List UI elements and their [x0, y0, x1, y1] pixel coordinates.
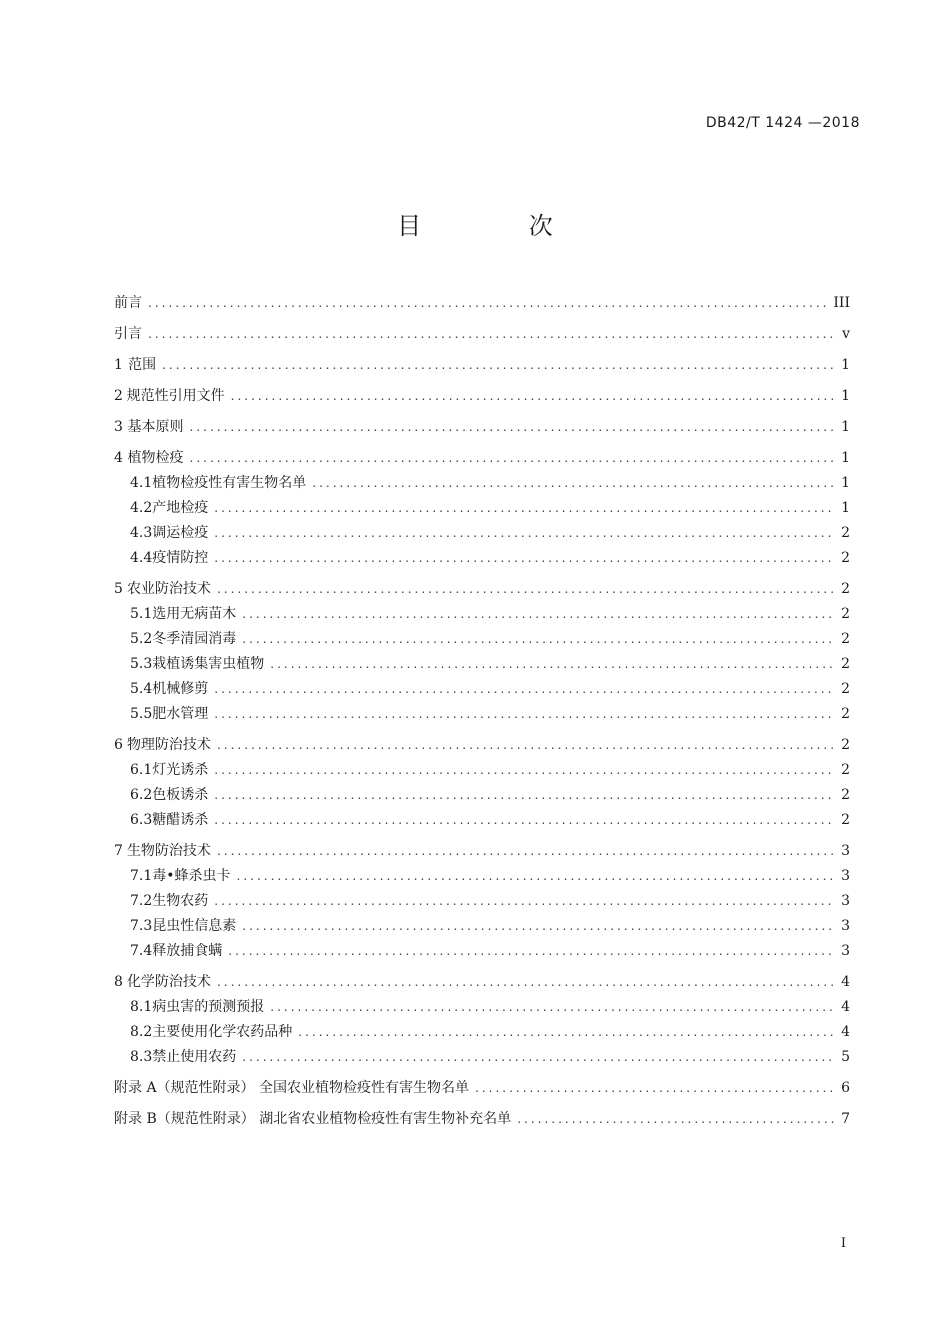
toc-entry-label: 机械修剪	[152, 681, 209, 697]
toc-entry-number: 1	[114, 357, 123, 373]
toc-entry-number: 6.3	[130, 812, 153, 828]
toc-entry-page: 1	[841, 475, 850, 491]
table-of-contents	[114, 285, 850, 1132]
toc-entry[interactable]	[114, 521, 850, 546]
toc-entry-number: 6.1	[130, 762, 153, 778]
toc-dot-leader	[214, 783, 834, 808]
toc-entry[interactable]	[114, 702, 850, 727]
toc-dot-leader	[231, 384, 834, 409]
toc-entry-number: 3	[114, 419, 123, 435]
page-number: I	[840, 1236, 846, 1251]
toc-entry-page: 4	[841, 1024, 850, 1040]
toc-dot-leader	[214, 758, 834, 783]
toc-entry-page: 2	[841, 706, 850, 722]
toc-entry-page: 2	[841, 631, 850, 647]
toc-dot-leader	[242, 602, 834, 627]
toc-entry-number: 5.3	[130, 656, 153, 672]
toc-dot-leader	[148, 291, 827, 316]
toc-dot-leader	[270, 652, 834, 677]
toc-entry[interactable]	[114, 471, 850, 496]
toc-entry-page: 2	[841, 762, 850, 778]
toc-entry-label: 调运检疫	[152, 525, 209, 541]
toc-entry-page: 7	[841, 1111, 850, 1127]
toc-entry-label: 规范性引用文件	[126, 388, 225, 404]
toc-entry-page: 3	[841, 868, 850, 884]
toc-entry[interactable]	[114, 939, 850, 964]
toc-entry-label: 农业防治技术	[126, 581, 211, 597]
toc-entry-page: 2	[841, 525, 850, 541]
toc-entry-page: 1	[841, 500, 850, 516]
toc-entry-number: 5.4	[130, 681, 153, 697]
toc-entry-number: 7.4	[130, 943, 153, 959]
toc-entry-page: 1	[841, 357, 850, 373]
toc-dot-leader	[190, 415, 834, 440]
toc-entry-page: 2	[841, 550, 850, 566]
toc-entry-label: 糖醋诱杀	[152, 812, 209, 828]
toc-dot-leader	[217, 733, 834, 758]
toc-entry-number: 6.2	[130, 787, 153, 803]
toc-entry-number: 4	[114, 450, 123, 466]
toc-entry[interactable]	[114, 322, 850, 347]
toc-entry-label: 前言	[114, 295, 142, 311]
toc-entry-page: 3	[841, 943, 850, 959]
toc-entry[interactable]	[114, 652, 850, 677]
toc-entry-label: 生物防治技术	[126, 843, 211, 859]
toc-entry-page: 2	[841, 606, 850, 622]
standard-code: DB42/T 1424 —2018	[705, 115, 860, 131]
toc-entry[interactable]	[114, 677, 850, 702]
toc-entry-page: 3	[841, 918, 850, 934]
toc-dot-leader	[217, 970, 834, 995]
toc-entry-label: 化学防治技术	[126, 974, 211, 990]
toc-entry-label: 主要使用化学农药品种	[152, 1024, 293, 1040]
toc-dot-leader	[214, 546, 834, 571]
toc-entry-label: 生物农药	[152, 893, 209, 909]
toc-entry[interactable]	[114, 914, 850, 939]
toc-entry-page: 2	[841, 737, 850, 753]
toc-dot-leader	[214, 702, 834, 727]
toc-dot-leader	[237, 864, 834, 889]
toc-entry[interactable]	[114, 384, 850, 409]
toc-entry-label: 灯光诱杀	[152, 762, 209, 778]
toc-entry-label: 病虫害的预测预报	[152, 999, 265, 1015]
toc-dot-leader	[148, 322, 834, 347]
toc-entry-page: 3	[841, 893, 850, 909]
page-title: 目 次	[397, 212, 603, 240]
toc-entry-label: 禁止使用农药	[152, 1049, 237, 1065]
toc-entry[interactable]	[114, 496, 850, 521]
toc-entry-page: 1	[841, 419, 850, 435]
toc-dot-leader	[242, 1045, 834, 1070]
toc-entry[interactable]	[114, 970, 850, 995]
toc-entry-number: 2	[114, 388, 123, 404]
toc-entry-number: 7.3	[130, 918, 153, 934]
toc-dot-leader	[162, 353, 834, 378]
toc-entry-page: 4	[841, 974, 850, 990]
toc-dot-leader	[217, 577, 834, 602]
toc-entry[interactable]	[114, 1020, 850, 1045]
toc-entry-page: 1	[841, 388, 850, 404]
toc-entry-label: 物理防治技术	[126, 737, 211, 753]
toc-entry[interactable]	[114, 1076, 850, 1101]
toc-entry[interactable]	[114, 415, 850, 440]
toc-entry-page: 5	[841, 1049, 850, 1065]
toc-entry-number: 4.1	[130, 475, 153, 491]
toc-entry-number: 5.2	[130, 631, 153, 647]
toc-entry-label: 范围	[128, 357, 157, 373]
toc-entry-page: 2	[841, 656, 850, 672]
toc-entry[interactable]	[114, 602, 850, 627]
toc-entry-number: 5	[114, 581, 123, 597]
toc-entry-number: 8.2	[130, 1024, 153, 1040]
toc-entry-number: 4.4	[130, 550, 153, 566]
toc-entry-number: 7	[114, 843, 123, 859]
toc-entry-number: 5.1	[130, 606, 153, 622]
toc-entry[interactable]	[114, 808, 850, 833]
toc-entry-label: 植物检疫性有害生物名单	[152, 475, 307, 491]
toc-entry-label: 附录 A（规范性附录） 全国农业植物检疫性有害生物名单	[114, 1080, 470, 1096]
toc-dot-leader	[312, 471, 834, 496]
toc-entry[interactable]	[114, 889, 850, 914]
toc-entry[interactable]	[114, 577, 850, 602]
toc-dot-leader	[214, 889, 834, 914]
toc-entry[interactable]	[114, 783, 850, 808]
toc-entry-page: 1	[841, 450, 850, 466]
toc-entry[interactable]	[114, 758, 850, 783]
toc-dot-leader	[298, 1020, 834, 1045]
toc-entry-label: 毒•蜂杀虫卡	[152, 868, 231, 884]
toc-entry-number: 8	[114, 974, 123, 990]
toc-entry[interactable]	[114, 1045, 850, 1070]
toc-entry-number: 7.1	[130, 868, 153, 884]
toc-entry[interactable]	[114, 627, 850, 652]
toc-entry[interactable]	[114, 291, 850, 316]
toc-dot-leader	[242, 914, 834, 939]
toc-entry-page: 4	[841, 999, 850, 1015]
toc-entry-label: 选用无病苗木	[152, 606, 237, 622]
toc-dot-leader	[475, 1076, 834, 1101]
toc-entry[interactable]	[114, 733, 850, 758]
toc-entry-number: 8.1	[130, 999, 153, 1015]
toc-entry-number: 7.2	[130, 893, 153, 909]
toc-entry[interactable]	[114, 1107, 850, 1132]
toc-dot-leader	[228, 939, 834, 964]
toc-entry[interactable]	[114, 546, 850, 571]
toc-entry-number: 5.5	[130, 706, 153, 722]
toc-entry[interactable]	[114, 446, 850, 471]
toc-entry-label: 植物检疫	[127, 450, 184, 466]
toc-entry-page: 6	[841, 1080, 850, 1096]
toc-dot-leader	[217, 839, 834, 864]
toc-entry-page: 2	[841, 812, 850, 828]
toc-dot-leader	[214, 496, 834, 521]
toc-entry-number: 8.3	[130, 1049, 153, 1065]
toc-dot-leader	[190, 446, 834, 471]
toc-dot-leader	[214, 808, 834, 833]
toc-entry[interactable]	[114, 995, 850, 1020]
toc-dot-leader	[214, 521, 834, 546]
toc-dot-leader	[517, 1107, 834, 1132]
toc-entry[interactable]	[114, 839, 850, 864]
toc-entry-page: III	[833, 295, 850, 311]
toc-entry-page: 2	[841, 681, 850, 697]
toc-entry-page: 2	[841, 581, 850, 597]
toc-entry-label: 释放捕食螨	[152, 943, 223, 959]
toc-dot-leader	[242, 627, 834, 652]
toc-entry-label: 肥水管理	[152, 706, 209, 722]
toc-entry-label: 基本原则	[127, 419, 184, 435]
toc-entry-label: 产地检疫	[152, 500, 209, 516]
toc-dot-leader	[214, 677, 834, 702]
toc-entry-number: 4.2	[130, 500, 153, 516]
toc-entry-label: 疫情防控	[152, 550, 209, 566]
toc-entry[interactable]	[114, 864, 850, 889]
toc-entry-number: 4.3	[130, 525, 153, 541]
toc-entry-number: 6	[114, 737, 123, 753]
toc-dot-leader	[270, 995, 834, 1020]
toc-entry-label: 色板诱杀	[152, 787, 209, 803]
toc-entry-label: 附录 B（规范性附录） 湖北省农业植物检疫性有害生物补充名单	[114, 1111, 512, 1127]
toc-entry-page: 3	[841, 843, 850, 859]
toc-entry[interactable]	[114, 353, 850, 378]
toc-entry-label: 栽植诱集害虫植物	[152, 656, 265, 672]
toc-entry-label: 昆虫性信息素	[152, 918, 237, 934]
toc-entry-page: 2	[841, 787, 850, 803]
toc-entry-label: 冬季清园消毒	[152, 631, 237, 647]
toc-entry-page: v	[842, 326, 850, 342]
toc-entry-label: 引言	[114, 326, 142, 342]
